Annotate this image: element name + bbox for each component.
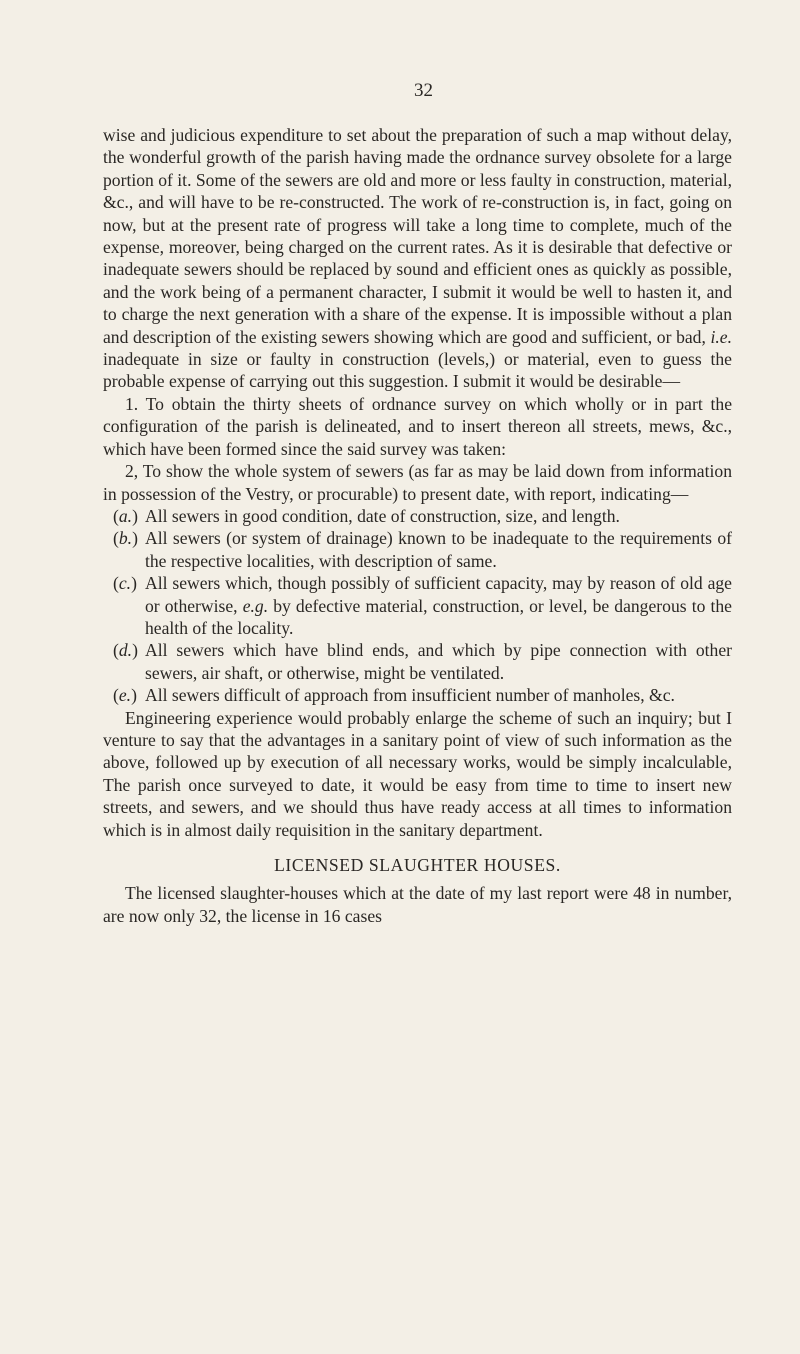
subitem-marker: (c.) — [113, 573, 137, 594]
subitem-text: All sewers difficult of approach from insufficient number of manholes, &c. — [145, 685, 675, 706]
subitem-b — [103, 527, 732, 572]
subitem-marker: (d.) — [113, 640, 138, 661]
subitem-text: by defective material, construction, or level, be dangerous to the health of the locality. — [145, 595, 732, 638]
subitem-marker: (e.) — [113, 685, 137, 706]
subitem-d — [103, 639, 732, 684]
numbered-item-1: 1. To obtain the thirty sheets of ordnance survey on which wholly or in part the configuration of the parish is delineated, and to insert thereon all streets, mews, &c., which have been formed since the said survey was taken: — [103, 393, 732, 459]
subitem-e — [103, 684, 732, 706]
paragraph-slaughter-houses: The licensed slaughter-houses which at the date of my last report were 48 in number, are now only 32, the license in 16 cases — [103, 883, 732, 926]
abbreviation-ie: i.e. — [710, 326, 732, 347]
page-number: 32 — [414, 80, 433, 101]
paragraph-engineering: Engineering experience would probably enlarge the scheme of such an inquiry; but I venture to say that the advantages in a sanitary point of view of such information as the above, followed up by execution of all necessary works, would be simply incalculable, The parish once surveyed to date, it would be easy from time to time to insert new streets, and sewers, and we should thus have ready access at all times to information which is in almost daily requisition in the sanitary department. — [103, 707, 732, 840]
subitem-a — [103, 505, 732, 527]
paragraph-text: inadequate in size or faulty in construction (levels,) or material, even to guess the probable expense of carrying out this suggestion. I submit it would be desirable— — [103, 349, 732, 392]
subitem-c — [103, 572, 732, 639]
numbered-item-2: 2, To show the whole system of sewers (as far as may be laid down from information in possession of the Vestry, or procurable) to present date, with report, indicating— — [103, 461, 732, 504]
section-heading: LICENSED SLAUGHTER HOUSES. — [274, 855, 561, 875]
subitem-text: All sewers in good condition, date of construction, size, and length. — [145, 505, 620, 526]
subitem-marker: (b.) — [113, 528, 138, 549]
subitem-marker: (a.) — [113, 505, 138, 526]
paragraph-text: wise and judicious expenditure to set about the preparation of such a map without delay, the wonderful growth of the parish having made the ordnance survey obsolete for a large portion of it. Some of the sewers are old and more or less faulty in construction, material, &c., and will have to be re-constructed. The work of re-construction is, in fact, going on now, but at the present rate of progress will take a long time to complete, much of the expense, moreover, being charged on the current rates. As it is desirable that defective or inadequate sewers should be replaced by sound and efficient ones as quickly as possible, and the work being of a permanent character, I submit it would be well to hasten it, and to charge the next generation with a share of the expense. It is impossible without a plan and description of the existing sewers showing which are good and sufficient, or bad, — [103, 125, 732, 347]
body-text — [103, 124, 732, 927]
paragraph-sewer-map — [103, 124, 732, 393]
abbreviation-eg: e.g. — [242, 595, 269, 616]
subitem-text: All sewers (or system of drainage) known to be inadequate to the requirements of the respective localities, with description of same. — [145, 528, 732, 571]
subitem-text: All sewers which, though possibly of sufficient capacity, may by reason of old age or otherwise, — [145, 573, 732, 616]
subitem-text: All sewers which have blind ends, and which by pipe connection with other sewers, air shaft, or otherwise, might be ventilated. — [145, 640, 732, 683]
